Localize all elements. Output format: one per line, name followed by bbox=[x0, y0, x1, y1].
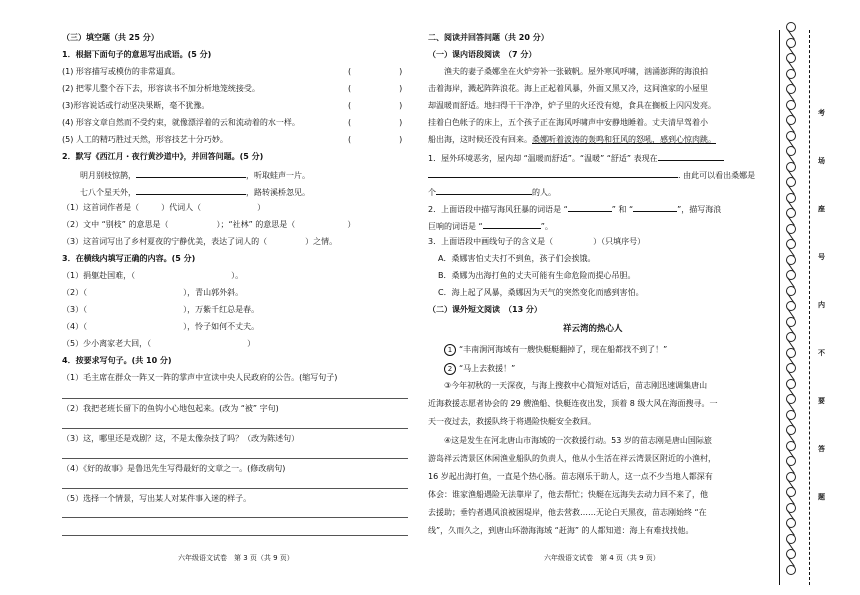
binding-circle bbox=[786, 565, 796, 575]
q1-item-4: (4) 形容文章自然而不受约束，就像漂浮着的云和流动着的水一样。 bbox=[62, 118, 300, 127]
section-title-reading: 二、阅读并回答问题（共 20 分） bbox=[428, 33, 549, 42]
answer-blank[interactable] bbox=[436, 187, 532, 195]
answer-line[interactable] bbox=[62, 535, 408, 536]
passage-a-line: 挂着白色帐子的床上，五个孩子正在海风呼啸声中安静地睡着。丈夫清早驾着小 bbox=[428, 118, 708, 127]
passage-a-line: 却温暖而舒适。地扫得干干净净，炉子里的火还没有熄，食具在搁板上闪闪发亮。 bbox=[428, 101, 716, 110]
answer-blank[interactable] bbox=[568, 204, 612, 212]
qa1: 1．屋外环境恶劣，屋内却 “温暖而舒适”。“温暖” “舒适” 表现在 bbox=[428, 153, 724, 163]
story-p4-line: 线”，久而久之，到唐山环渤海海域 “赶海” 的人都知道：海上有难找找他。 bbox=[428, 526, 694, 535]
section-title-fill-blank: （三）填空题（共 25 分） bbox=[62, 33, 159, 42]
story-p1: 1 “丰南涧河海域有一艘快艇艇翻掉了，现在船都找不到了！” bbox=[444, 344, 667, 356]
answer-paren[interactable]: ( ) bbox=[348, 84, 403, 93]
q3-title: 3．在横线内填写正确的内容。(5 分) bbox=[62, 254, 196, 263]
paragraph-number: 1 bbox=[444, 344, 456, 356]
binding-word: 场 bbox=[818, 157, 825, 165]
q4-title: 4．按要求写句子。(共 10 分) bbox=[62, 356, 172, 365]
binding-word: 座 bbox=[818, 205, 825, 213]
q4-item-3: （3）这，哪里还是戏剧？这，不是太像杂技了吗？（改为陈述句） bbox=[62, 434, 300, 443]
answer-blank[interactable] bbox=[136, 187, 246, 195]
poem-line-2: 七八个星天外， ，路转溪桥忽见。 bbox=[80, 188, 310, 197]
q3-item-2: （2）（ ），青山郭外斜。 bbox=[62, 288, 244, 297]
qa1-end: 个 的人。 bbox=[428, 188, 556, 197]
answer-blank[interactable] bbox=[483, 221, 541, 229]
qa1-cont: . 由此可以看出桑娜是 bbox=[428, 170, 755, 180]
qa2: 2．上面语段中描写海风狂暴的词语是 “ ” 和 “ ”，描写海浪 bbox=[428, 205, 722, 214]
q4-item-1: （1）毛主席在群众一阵又一阵的掌声中宣读中央人民政府的公告。(缩写句子) bbox=[62, 373, 338, 382]
binding-word: 内 bbox=[818, 301, 825, 309]
page-footer-left: 六年级语文试卷 第 3 页（共 9 页） bbox=[178, 554, 294, 562]
sub-a-title: （一）课内语段阅读 （7 分） bbox=[428, 50, 537, 59]
q1-item-1: (1) 形容描写或模仿的非常逼真。 bbox=[62, 67, 180, 76]
answer-paren[interactable]: ( ) bbox=[348, 67, 403, 76]
answer-blank[interactable] bbox=[633, 204, 677, 212]
q1-title: 1．根据下面句子的意思写出成语。(5 分) bbox=[62, 50, 212, 59]
answer-line[interactable] bbox=[62, 428, 408, 429]
story-p4-line: 16 岁起出海打鱼，一直是个热心肠。苗志刚乐于助人，这一点不少当地人都深有 bbox=[428, 472, 713, 481]
answer-line[interactable] bbox=[62, 398, 408, 399]
q3-item-4: （4）（ ），怜子如何不丈夫。 bbox=[62, 322, 260, 331]
q4-item-2: （2）我把老班长留下的鱼钩小心地包起来。(改为 “被” 字句) bbox=[62, 404, 279, 413]
binding-word: 答 bbox=[818, 445, 825, 453]
story-p3-line: 天一夜过去，救援队终于将遇险快艇安全救回。 bbox=[428, 417, 596, 426]
story-p4-line: 体会：谁家渔船遇险无法靠岸了，他去帮忙；快艇在远海失去动力回不来了，他 bbox=[428, 490, 708, 499]
q2-sub-3: （3）这首词写出了乡村夏夜的宁静优美，表达了词人的（ ）之情。 bbox=[62, 237, 338, 246]
binding-word: 考 bbox=[818, 109, 825, 117]
q3-item-1: （1）捐躯赴国难，（ ）。 bbox=[62, 271, 244, 280]
paragraph-number: 2 bbox=[444, 363, 456, 375]
answer-line[interactable] bbox=[62, 517, 408, 518]
q4-item-5: （5）选择一个情景，写出某人对某件事入迷的样子。 bbox=[62, 494, 252, 503]
passage-a-line: 船出海，这时候还没有回来。桑娜听着波涛的轰鸣和狂风的怒吼，感到心惊肉跳。 bbox=[428, 135, 716, 144]
qa3: 3．上面语段中画线句子的含义是（ ）（只填序号） bbox=[428, 237, 646, 246]
binding-border-line bbox=[779, 30, 780, 585]
underlined-sentence: 桑娜听着波涛的轰鸣和狂风的怒吼，感到心惊肉跳。 bbox=[532, 135, 716, 144]
sub-b-title: （二）课外短文阅读 （13 分） bbox=[428, 305, 542, 314]
story-p4-line: 游岛祥云湾景区休闲渔业船队的负责人，他从小生活在祥云湾景区附近的小渔村， bbox=[428, 454, 716, 463]
q4-item-4: （4）《好的故事》是鲁迅先生写得最好的文章之一。(修改病句) bbox=[62, 464, 286, 473]
answer-paren[interactable]: ( ) bbox=[348, 118, 403, 127]
story-p3-line: ③今年初秋的一天深夜，与海上搜救中心简短对话后，苗志刚迅速调集唐山 bbox=[444, 381, 708, 390]
qa2-cont: 巨响的词语是 “ ”。 bbox=[428, 222, 553, 231]
q1-item-5: (5) 人工的精巧胜过天然，形容技艺十分巧妙。 bbox=[62, 135, 228, 144]
story-p4-line: ④这是发生在河北唐山市海域的一次救援行动。53 岁的苗志刚是唐山国际旅 bbox=[444, 436, 712, 445]
poem-line-1: 明月别枝惊鹊， ，听取蛙声一片。 bbox=[80, 171, 310, 180]
answer-paren[interactable]: ( ) bbox=[348, 101, 403, 110]
q3-item-5: （5）少小离家老大回，（ ） bbox=[62, 339, 256, 348]
option-b[interactable]: B．桑娜为出海打鱼的丈夫可能有生命危险而提心吊胆。 bbox=[438, 271, 636, 280]
page-footer-right: 六年级语文试卷 第 4 页（共 9 页） bbox=[544, 554, 660, 562]
answer-blank[interactable] bbox=[428, 170, 678, 178]
q2-sub-2: （2）文中 “别枝” 的意思是（ ）；“社林” 的意思是（ ） bbox=[62, 220, 356, 229]
q1-item-2: (2) 把零儿整个吞下去，形容读书不加分析地笼统接受。 bbox=[62, 84, 260, 93]
story-p2: 2 “马上去救援！” bbox=[444, 363, 515, 375]
binding-word: 不 bbox=[818, 349, 825, 357]
binding-word: 号 bbox=[818, 253, 825, 261]
story-p3-line: 近海救援志愿者协会的 29 艘渔船、快艇连夜出发，顶着 8 级大风在海面搜寻。一 bbox=[428, 399, 718, 408]
binding-circles bbox=[786, 22, 800, 582]
q2-title: 2．默写《西江月・夜行黄沙道中》，并回答问题。(5 分) bbox=[62, 152, 264, 161]
story-title: 祥云湾的热心人 bbox=[563, 324, 623, 334]
q3-item-3: （3）（ ），万紫千红总是春。 bbox=[62, 305, 260, 314]
binding-dashed-line bbox=[809, 30, 810, 585]
answer-line[interactable] bbox=[62, 458, 408, 459]
answer-paren[interactable]: ( ) bbox=[348, 135, 403, 144]
binding-word: 要 bbox=[818, 397, 825, 405]
option-a[interactable]: A．桑娜害怕丈夫打不到鱼，孩子们会挨饿。 bbox=[438, 254, 596, 263]
answer-blank[interactable] bbox=[658, 153, 724, 161]
answer-blank[interactable] bbox=[136, 170, 246, 178]
binding-word: 题 bbox=[818, 493, 825, 501]
answer-line[interactable] bbox=[62, 488, 408, 489]
passage-a-line: 击着海岸，溅起阵阵浪花。海上正起着风暴，外面又黑又冷，这间渔家的小屋里 bbox=[428, 84, 708, 93]
story-p4-line: 去援助；垂钓者遇风浪被困堤岸，他去营救……无论白天黑夜，苗志刚始终 “在 bbox=[428, 508, 707, 517]
option-c[interactable]: C．海上起了风暴，桑娜因为天气的突然变化而感到害怕。 bbox=[438, 288, 644, 297]
q2-sub-1: （1）这首词作者是（ ）代词人（ ） bbox=[62, 203, 266, 212]
passage-a-line: 渔夫的妻子桑娜坐在火炉旁补一张破帆。屋外寒风呼啸，汹涌澎湃的海浪拍 bbox=[444, 67, 708, 76]
q1-item-3: (3)形容说话或行动坚决果断，毫不犹豫。 bbox=[62, 101, 210, 110]
